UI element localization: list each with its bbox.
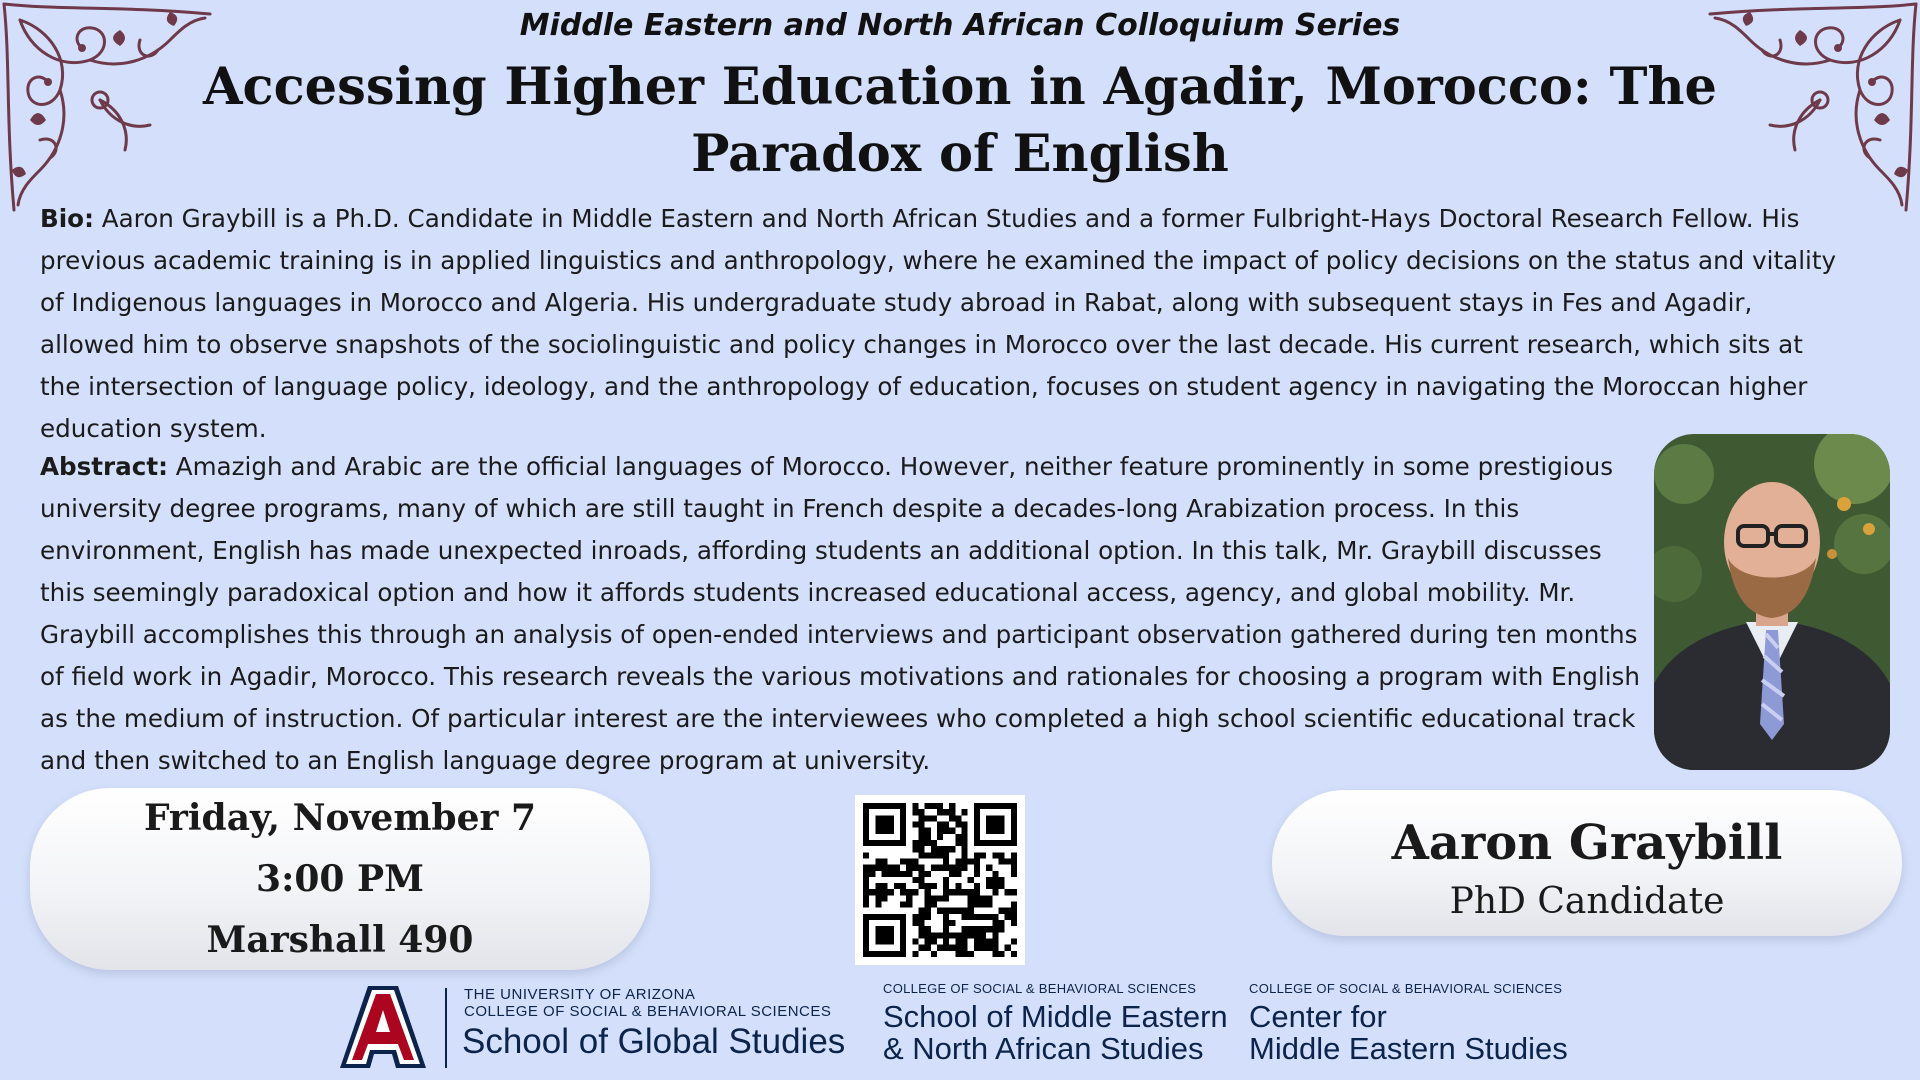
series-title: Middle Eastern and North African Colloquium Series — [519, 8, 1401, 43]
event-details-card — [30, 788, 650, 970]
abstract-text: Amazigh and Arabic are the official languages of Morocco. However, neither feature prominently in some prestigious university degree programs, many of which are still taught in French despite a decades-long Arabization process. In this environment, English has made unexpected inroads, affording students an additional option. In this talk, Mr. Graybill discusses this seemingly paradoxical option and how it affords students increased educational access, agency, and global mobility. Mr. Graybill accomplishes this through an analysis of open-ended interviews and participant observation gathered during ten months of field work in Agadir, Morocco. This research reveals the various motivations and rationales for choosing a program with English as the medium of instruction. Of particular interest are the interviewees who completed a high school scientific educational track and then switched to an English language degree program at university. — [40, 452, 1640, 775]
cmes-logo — [1249, 981, 1609, 1065]
cmes-line-1: Center for — [1249, 999, 1387, 1034]
smenas-logo — [883, 981, 1243, 1065]
ua-college: COLLEGE OF SOCIAL & BEHAVIORAL SCIENCES — [464, 1003, 832, 1020]
smenas-line-1: School of Middle Eastern — [883, 999, 1228, 1034]
abstract-label: Abstract: — [40, 452, 168, 481]
event-location: Marshall 490 — [206, 919, 474, 961]
logo-divider — [445, 988, 447, 1068]
speaker-card — [1272, 790, 1902, 936]
event-date: Friday, November 7 — [143, 797, 537, 839]
bio-label: Bio: — [40, 204, 94, 233]
cmes-college: COLLEGE OF SOCIAL & BEHAVIORAL SCIENCES — [1249, 981, 1563, 996]
qr-code-icon — [863, 803, 1017, 957]
title-line-1: Accessing Higher Education in Agadir, Morocco: The — [202, 57, 1717, 117]
page-title — [200, 54, 1720, 188]
ua-name: THE UNIVERSITY OF ARIZONA — [464, 986, 696, 1003]
smenas-line-2: & North African Studies — [883, 1031, 1204, 1066]
speaker-name: Aaron Graybill — [1391, 815, 1783, 871]
event-time: 3:00 PM — [256, 858, 424, 900]
ua-unit: School of Global Studies — [462, 1022, 846, 1061]
footer — [0, 980, 1920, 1080]
bio-text: Aaron Graybill is a Ph.D. Candidate in Middle Eastern and North African Studies and a former Fulbright-Hays Doctoral Research Fellow. His previous academic training is in applied linguistics and anthropology, where he examined the impact of policy decisions on the status and vitality of Indigenous languages in Morocco and Algeria. His undergraduate study abroad in Rabat, along with subsequent stays in Fes and Agadir, allowed him to observe snapshots of the sociolinguistic and policy changes in Morocco over the last decade. His current research, which sits at the intersection of language policy, ideology, and the anthropology of education, focuses on student agency in navigating the Moroccan higher education system. — [40, 204, 1837, 443]
speaker-role: PhD Candidate — [1449, 881, 1725, 922]
cmes-line-2: Middle Eastern Studies — [1249, 1031, 1568, 1066]
abstract-paragraph — [40, 446, 1640, 782]
title-line-2: Paradox of English — [691, 124, 1229, 184]
speaker-photo — [1654, 434, 1890, 770]
bio-paragraph — [40, 198, 1840, 450]
qr-code[interactable] — [855, 795, 1025, 965]
university-of-arizona-block-a-logo — [338, 984, 428, 1070]
smenas-college: COLLEGE OF SOCIAL & BEHAVIORAL SCIENCES — [883, 981, 1197, 996]
